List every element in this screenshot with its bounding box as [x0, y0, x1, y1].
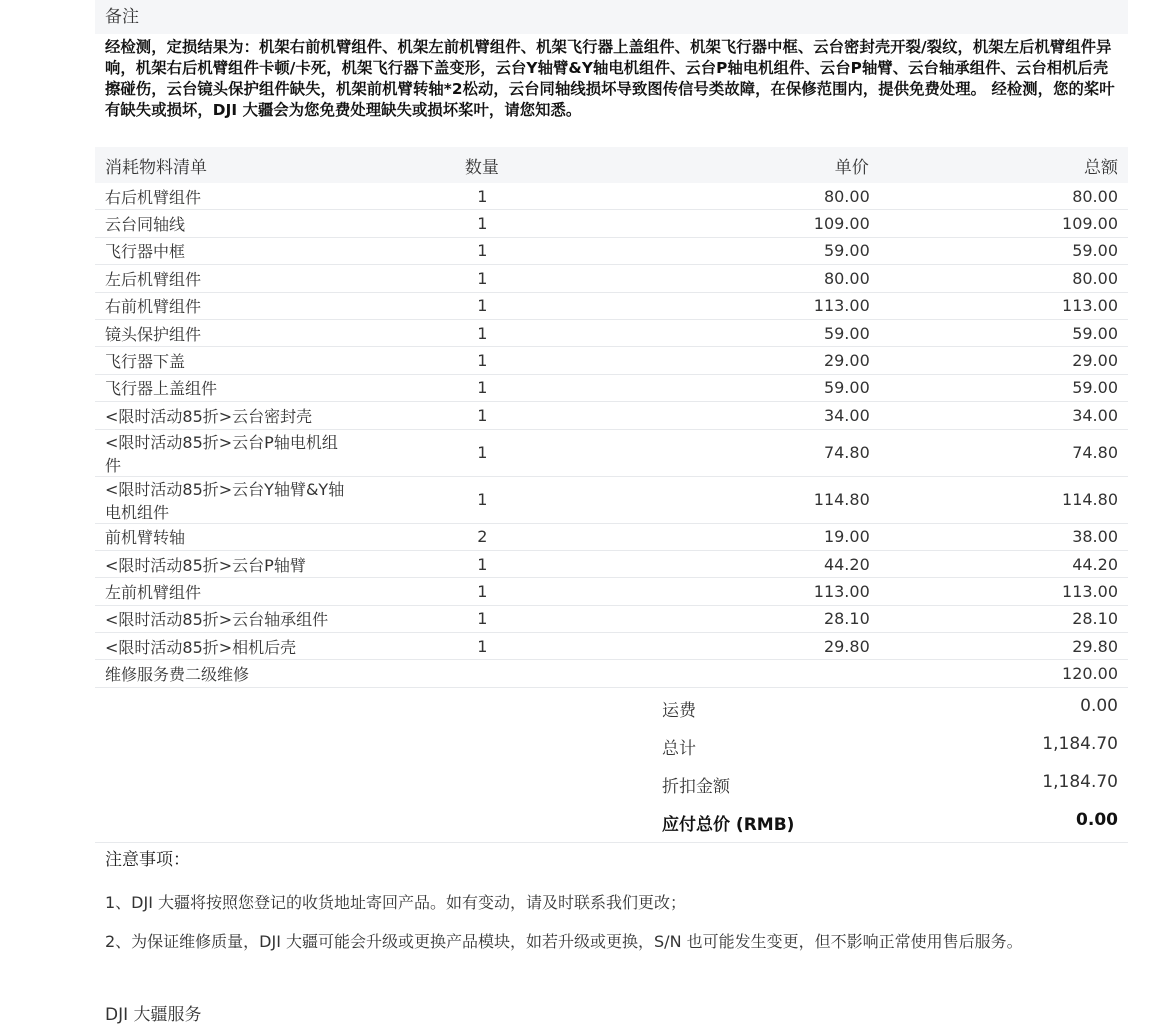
row-name: <限时活动85折>云台Y轴臂&Y轴电机组件 — [105, 479, 345, 522]
row-amount: 59.00 — [1072, 378, 1118, 398]
row-quantity: 1 — [477, 405, 488, 425]
row-amount: 113.00 — [1062, 581, 1118, 601]
header-quantity: 数量 — [464, 157, 499, 178]
row-name: 镜头保护组件 — [105, 324, 202, 344]
row-amount: 74.80 — [1072, 443, 1118, 463]
row-quantity: 1 — [477, 609, 488, 629]
row-amount: 29.00 — [1072, 351, 1118, 371]
row-amount: 80.00 — [1072, 186, 1118, 206]
row-unit-price: 109.00 — [813, 214, 870, 234]
row-quantity: 1 — [477, 581, 488, 601]
row-unit-price: 114.80 — [813, 490, 870, 510]
row-amount: 80.00 — [1072, 268, 1118, 288]
row-name: 右前机臂组件 — [105, 297, 202, 317]
row-unit-price — [612, 660, 870, 687]
materials-table — [95, 147, 1128, 688]
table-row — [95, 523, 1128, 550]
note-item: 2、为保证维修质量，DJI 大疆可能会升级或更换产品模块，如若升级或更换，S/N 也可能发生变更，但不影响正常使用售后服务。 — [105, 932, 1023, 951]
price-summary — [95, 688, 1128, 843]
row-quantity: 1 — [477, 378, 488, 398]
shipping-label: 运费 — [662, 700, 696, 721]
row-amount: 114.80 — [1062, 490, 1118, 510]
table-row — [95, 374, 1128, 401]
row-name: 飞行器上盖组件 — [105, 379, 218, 399]
table-row — [95, 550, 1128, 577]
row-quantity: 1 — [477, 636, 488, 656]
header-unit-price: 单价 — [834, 157, 869, 178]
shipping-row — [95, 696, 1128, 726]
header-material: 消耗物料清单 — [105, 157, 207, 178]
discount-label: 折扣金额 — [662, 776, 730, 797]
subtotal-value: 1,184.70 — [1042, 733, 1118, 754]
row-unit-price: 19.00 — [823, 527, 870, 547]
table-row — [95, 429, 1128, 476]
row-amount: 29.80 — [1072, 636, 1118, 656]
remarks-title: 备注 — [95, 0, 1128, 34]
row-amount: 113.00 — [1062, 296, 1118, 316]
row-name: 飞行器下盖 — [105, 352, 186, 372]
table-row — [95, 265, 1128, 292]
row-amount: 34.00 — [1072, 405, 1118, 425]
table-row — [95, 633, 1128, 660]
row-amount: 120.00 — [1062, 664, 1118, 684]
payable-label: 应付总价 (RMB) — [662, 814, 795, 835]
row-quantity — [353, 660, 611, 687]
row-unit-price: 59.00 — [823, 378, 870, 398]
row-unit-price: 34.00 — [823, 405, 870, 425]
table-row — [95, 347, 1128, 374]
row-quantity: 2 — [477, 527, 488, 547]
table-row — [95, 292, 1128, 319]
row-quantity: 1 — [477, 268, 488, 288]
row-name: <限时活动85折>云台密封壳 — [105, 406, 313, 426]
table-row — [95, 660, 1128, 687]
row-unit-price: 80.00 — [823, 268, 870, 288]
subtotal-label: 总计 — [662, 738, 696, 759]
row-name: 右后机臂组件 — [105, 187, 202, 207]
notes-title: 注意事项： — [105, 850, 190, 870]
table-row — [95, 476, 1128, 523]
row-name: 飞行器中框 — [105, 242, 186, 262]
row-unit-price: 29.80 — [823, 636, 870, 656]
row-quantity: 1 — [477, 323, 488, 343]
row-quantity: 1 — [477, 186, 488, 206]
row-unit-price: 113.00 — [813, 296, 870, 316]
table-header-row — [95, 147, 1128, 183]
row-name: <限时活动85折>云台轴承组件 — [105, 610, 329, 630]
notes-section — [105, 845, 1145, 968]
row-quantity: 1 — [477, 241, 488, 261]
discount-value: 1,184.70 — [1042, 771, 1118, 792]
row-quantity: 1 — [477, 490, 488, 510]
row-unit-price: 113.00 — [813, 581, 870, 601]
row-name: 左后机臂组件 — [105, 269, 202, 289]
table-row — [95, 319, 1128, 346]
row-quantity: 1 — [477, 296, 488, 316]
row-unit-price: 44.20 — [823, 554, 870, 574]
note-item: 1、DJI 大疆将按照您登记的收货地址寄回产品。如有变动，请及时联系我们更改； — [105, 893, 687, 912]
subtotal-row — [95, 734, 1128, 764]
row-amount: 59.00 — [1072, 241, 1118, 261]
row-unit-price: 28.10 — [823, 609, 870, 629]
row-name: 前机臂转轴 — [105, 528, 186, 548]
row-unit-price: 80.00 — [823, 186, 870, 206]
table-row — [95, 210, 1128, 237]
row-quantity: 1 — [477, 443, 488, 463]
row-unit-price: 59.00 — [823, 241, 870, 261]
row-name: <限时活动85折>云台P轴电机组件 — [105, 432, 338, 475]
footer-signature: DJI 大疆服务 — [105, 1005, 202, 1025]
table-row — [95, 578, 1128, 605]
table-row — [95, 237, 1128, 264]
table-row — [95, 605, 1128, 632]
row-name: <限时活动85折>云台P轴臂 — [105, 555, 306, 575]
row-unit-price: 74.80 — [823, 443, 870, 463]
shipping-value: 0.00 — [1080, 695, 1118, 716]
payable-value: 0.00 — [1076, 809, 1118, 830]
remarks-text: 经检测，定损结果为：机架右前机臂组件、机架左前机臂组件、机架飞行器上盖组件、机架飞行器中框、云台密封壳开裂/裂纹，机架左后机臂组件异响，机架右后机臂组件卡顿/卡死，机架飞行器下盖变形，云台Y轴臂&Y轴电机组件、云台P轴电机组件、云台P轴臂、云台轴承组件、云台相机后壳擦碰伤，云台镜头保护组件缺失，机架前机臂转轴*2松动，云台同轴线损坏导致图传信号类故障，在保修范围内，提供免费处理。 经检测，您的桨叶有缺失或损坏，DJI 大疆会为您免费处理缺失或损坏桨叶，请您知悉。 — [105, 38, 1115, 119]
row-amount: 38.00 — [1072, 527, 1118, 547]
repair-quote — [95, 0, 1128, 843]
row-unit-price: 59.00 — [823, 323, 870, 343]
row-amount: 44.20 — [1072, 554, 1118, 574]
row-quantity: 1 — [477, 554, 488, 574]
row-name: 维修服务费二级维修 — [105, 665, 250, 685]
row-amount: 109.00 — [1062, 214, 1118, 234]
table-row — [95, 402, 1128, 429]
row-amount: 28.10 — [1072, 609, 1118, 629]
row-quantity: 1 — [477, 214, 488, 234]
row-unit-price: 29.00 — [823, 351, 870, 371]
discount-row — [95, 772, 1128, 802]
payable-row — [95, 810, 1128, 840]
row-name: 左前机臂组件 — [105, 582, 202, 602]
row-amount: 59.00 — [1072, 323, 1118, 343]
header-amount: 总额 — [1084, 157, 1118, 178]
row-name: 云台同轴线 — [105, 215, 186, 235]
row-quantity: 1 — [477, 351, 488, 371]
row-name: <限时活动85折>相机后壳 — [105, 637, 297, 657]
table-row — [95, 183, 1128, 210]
